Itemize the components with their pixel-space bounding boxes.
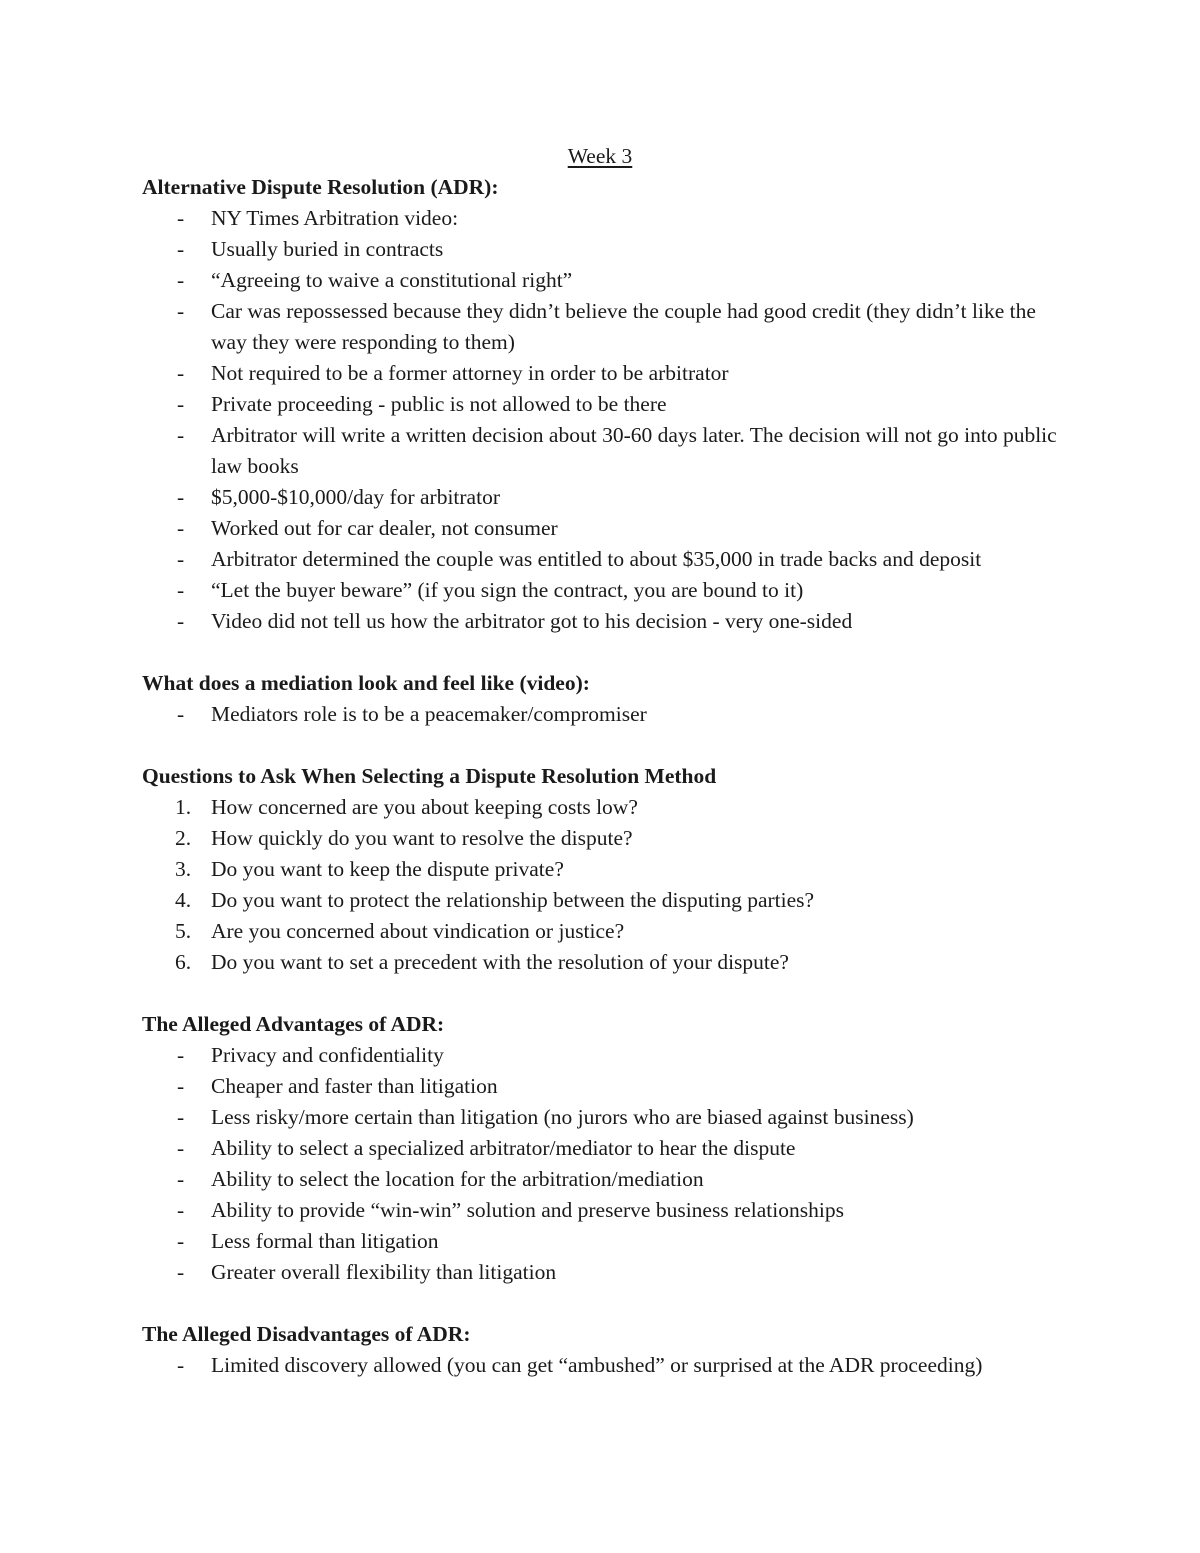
list-item	[142, 823, 1072, 854]
list-item	[142, 699, 1072, 730]
dash-bullet: -	[177, 361, 185, 385]
list-item-text: Car was repossessed because they didn’t believe the couple had good credit (they didn’t like the way they were responding to them)	[211, 299, 1036, 354]
list-item	[142, 513, 1072, 544]
section-heading: The Alleged Disadvantages of ADR:	[142, 1322, 471, 1346]
list-item	[142, 885, 1072, 916]
section-heading: Questions to Ask When Selecting a Dispute Resolution Method	[142, 764, 717, 788]
list-item-text: Do you want to keep the dispute private?	[211, 857, 564, 881]
list-item	[142, 947, 1072, 978]
list-item	[142, 389, 1072, 420]
dash-bullet: -	[177, 1198, 185, 1222]
list-item-text: Private proceeding - public is not allowed to be there	[211, 392, 667, 416]
list-item-text: Arbitrator will write a written decision about 30-60 days later. The decision will not go into public law books	[211, 423, 1057, 478]
list-item-text: Ability to provide “win-win” solution and preserve business relationships	[211, 1198, 844, 1222]
list-item-text: Video did not tell us how the arbitrator got to his decision - very one-sided	[211, 609, 853, 633]
list-item	[142, 1226, 1072, 1257]
numbered-list	[142, 792, 1072, 978]
list-item	[142, 792, 1072, 823]
list-item	[142, 1071, 1072, 1102]
list-item	[142, 575, 1072, 606]
dash-bullet: -	[177, 578, 185, 602]
list-item	[142, 544, 1072, 575]
list-item-text: How concerned are you about keeping costs low?	[211, 795, 638, 819]
list-item	[142, 358, 1072, 389]
list-number: 1.	[175, 795, 192, 819]
list-number: 5.	[175, 919, 192, 943]
list-item-text: $5,000-$10,000/day for arbitrator	[211, 485, 500, 509]
dash-bullet: -	[177, 1260, 185, 1284]
list-item	[142, 482, 1072, 513]
list-item-text: Arbitrator determined the couple was entitled to about $35,000 in trade backs and deposit	[211, 547, 982, 571]
list-item	[142, 1195, 1072, 1226]
list-item-text: Less formal than litigation	[211, 1229, 439, 1253]
section-2	[142, 761, 1072, 978]
list-item-text: “Let the buyer beware” (if you sign the contract, you are bound to it)	[211, 578, 804, 602]
dash-bullet: -	[177, 237, 185, 261]
dash-bullet: -	[177, 206, 185, 230]
document-title-text: Week 3	[567, 144, 633, 168]
section-3	[142, 1009, 1072, 1288]
dash-bullet: -	[177, 392, 185, 416]
list-item-text: Ability to select a specialized arbitrator/mediator to hear the dispute	[211, 1136, 796, 1160]
list-number: 6.	[175, 950, 192, 974]
list-item	[142, 1164, 1072, 1195]
list-item-text: Do you want to protect the relationship between the disputing parties?	[211, 888, 815, 912]
list-item-text: “Agreeing to waive a constitutional right”	[211, 268, 573, 292]
list-item-text: Cheaper and faster than litigation	[211, 1074, 498, 1098]
list-item	[142, 420, 1072, 482]
dash-bullet: -	[177, 609, 185, 633]
bullet-list	[142, 1350, 1072, 1381]
list-item	[142, 1133, 1072, 1164]
list-item	[142, 916, 1072, 947]
bullet-list	[142, 1040, 1072, 1288]
list-item-text: Do you want to set a precedent with the resolution of your dispute?	[211, 950, 789, 974]
list-item-text: Worked out for car dealer, not consumer	[211, 516, 558, 540]
section-4	[142, 1319, 1072, 1381]
dash-bullet: -	[177, 1074, 185, 1098]
bullet-list	[142, 699, 1072, 730]
list-item-text: How quickly do you want to resolve the dispute?	[211, 826, 633, 850]
list-item	[142, 1257, 1072, 1288]
dash-bullet: -	[177, 485, 185, 509]
section-1	[142, 668, 1072, 730]
dash-bullet: -	[177, 268, 185, 292]
list-item-text: Not required to be a former attorney in order to be arbitrator	[211, 361, 729, 385]
list-item	[142, 1040, 1072, 1071]
list-number: 3.	[175, 857, 192, 881]
section-heading: What does a mediation look and feel like (video):	[142, 671, 590, 695]
section-heading: Alternative Dispute Resolution (ADR):	[142, 175, 499, 199]
dash-bullet: -	[177, 1136, 185, 1160]
list-item	[142, 265, 1072, 296]
sections-container	[142, 172, 1072, 1381]
list-item-text: Ability to select the location for the arbitration/mediation	[211, 1167, 704, 1191]
section-heading: The Alleged Advantages of ADR:	[142, 1012, 445, 1036]
dash-bullet: -	[177, 423, 185, 447]
section-0	[142, 172, 1072, 637]
list-item	[142, 606, 1072, 637]
list-item-text: Greater overall flexibility than litigation	[211, 1260, 557, 1284]
list-item-text: Are you concerned about vindication or justice?	[211, 919, 625, 943]
dash-bullet: -	[177, 1353, 185, 1377]
list-item	[142, 203, 1072, 234]
list-item	[142, 854, 1072, 885]
list-item-text: Less risky/more certain than litigation (no jurors who are biased against business)	[211, 1105, 914, 1129]
dash-bullet: -	[177, 1229, 185, 1253]
dash-bullet: -	[177, 1105, 185, 1129]
list-number: 2.	[175, 826, 192, 850]
dash-bullet: -	[177, 516, 185, 540]
list-item	[142, 296, 1072, 358]
dash-bullet: -	[177, 547, 185, 571]
list-item-text: NY Times Arbitration video:	[211, 206, 459, 230]
list-item	[142, 1102, 1072, 1133]
list-item	[142, 234, 1072, 265]
dash-bullet: -	[177, 702, 185, 726]
dash-bullet: -	[177, 1043, 185, 1067]
list-number: 4.	[175, 888, 192, 912]
list-item-text: Privacy and confidentiality	[211, 1043, 444, 1067]
list-item	[142, 1350, 1072, 1381]
dash-bullet: -	[177, 299, 185, 323]
document-body	[142, 141, 1072, 1412]
list-item-text: Usually buried in contracts	[211, 237, 444, 261]
dash-bullet: -	[177, 1167, 185, 1191]
bullet-list	[142, 203, 1072, 637]
list-item-text: Mediators role is to be a peacemaker/compromiser	[211, 702, 647, 726]
list-item-text: Limited discovery allowed (you can get “ambushed” or surprised at the ADR proceeding)	[211, 1353, 983, 1377]
document-title	[142, 141, 1058, 172]
